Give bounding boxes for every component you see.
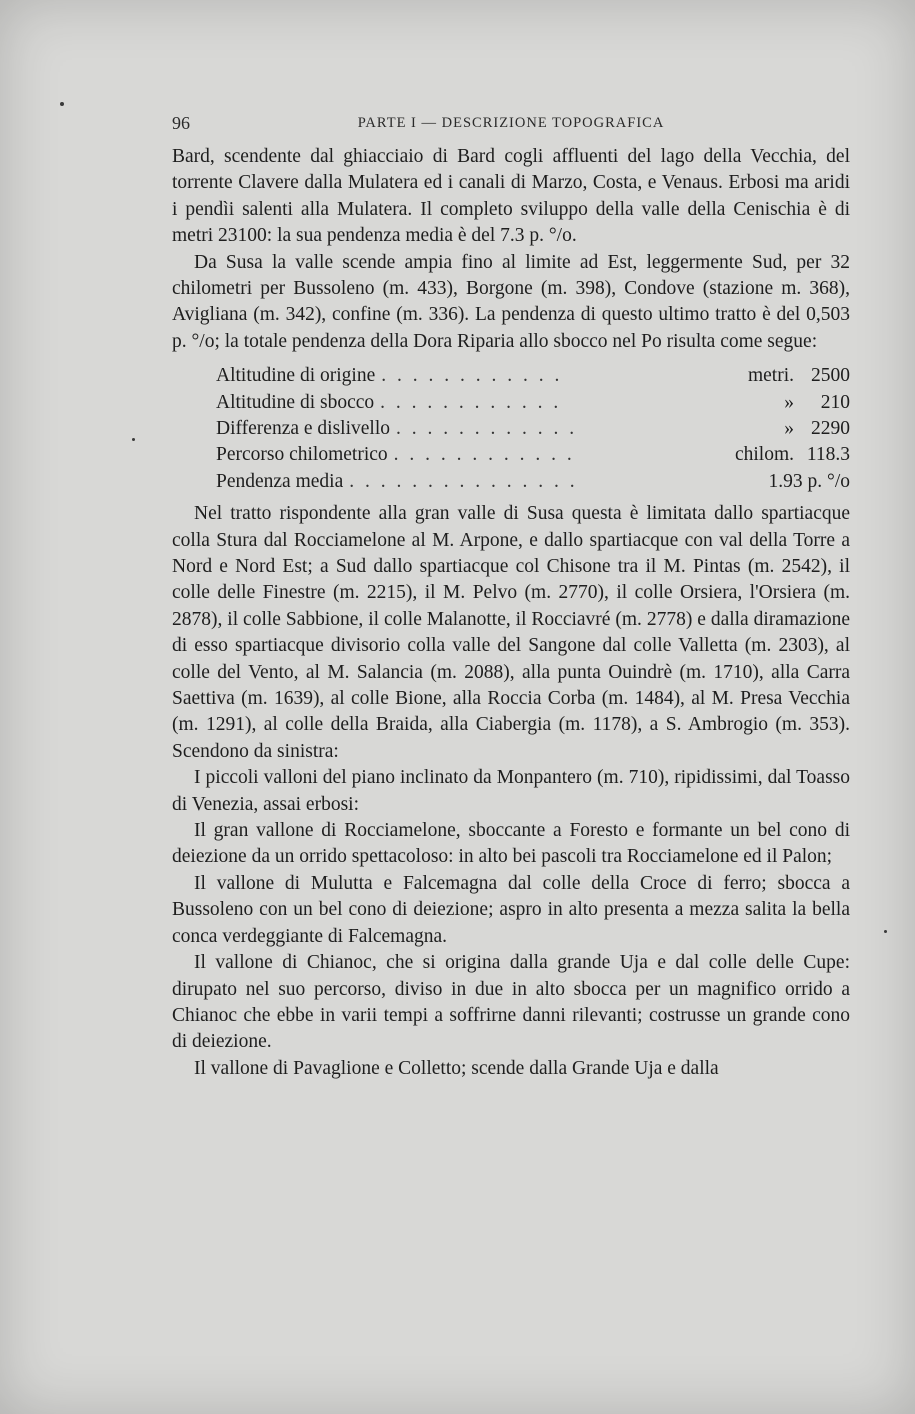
row-value: 1.93 p. °/o xyxy=(768,470,850,492)
leader-dots: . . . . . . . . . . . . xyxy=(396,418,578,440)
data-table xyxy=(216,363,850,495)
paragraph: Il vallone di Chianoc, che si origina dalla grande Uja e dal colle delle Cupe: dirupato nel suo percorso, diviso in due in alto sbocca per un magnifico orrido a Chianoc che ebbe in varii tempi a soffrirne danni rilevanti; costrusse un grande cono di deiezione. xyxy=(172,952,850,1053)
leader-dots: . . . . . . . . . . . . xyxy=(380,391,562,413)
scan-speck xyxy=(884,930,887,933)
running-title: PARTE I — DESCRIZIONE TOPOGRAFICA xyxy=(357,115,665,131)
paragraph: Nel tratto rispondente alla gran valle di Susa questa è limitata dallo spartiacque colla Stura dal Rocciamelone al M. Arpone, e dallo spartiacque con val della Torre a Nord e Nord Est; a Sud dallo spartiacque col Chisone tra il M. Pintas (m. 2542), il colle delle Finestre (m. 2215), il M. Pelvo (m. 2770), il colle Orsiera, l'Orsiera (m. 2878), il colle Sabbione, il colle Malanotte, il Rocciavré (m. 2778) e dalla diramazione di esso spartiacque divisorio colla valle del Sangone dal colle Valletta (m. 2303), al colle del Vento, al M. Salancia (m. 2088), alla punta Ouindrè (m. 1710), alla Carra Saettiva (m. 1639), al colle Bione, alla Roccia Corba (m. 1484), al M. Presa Vecchia (m. 1291), al colle della Braida, alla Ciabergia (m. 1178), a S. Ambrogio (m. 353). Scendono da sinistra: xyxy=(172,503,850,762)
table-row xyxy=(216,363,850,389)
leader-dots: . . . . . . . . . . . . xyxy=(381,365,563,387)
table-row xyxy=(216,390,850,416)
row-unit: » xyxy=(784,391,794,413)
row-label: Differenza e dislivello xyxy=(216,418,390,440)
scan-speck xyxy=(132,438,135,441)
leader-dots: . . . . . . . . . . . . . . . xyxy=(349,470,578,492)
row-unit: chilom. xyxy=(734,444,794,466)
row-value: 118.3 xyxy=(806,444,850,466)
leader-dots: . . . . . . . . . . . . xyxy=(393,444,575,466)
paragraph: Il vallone di Pavaglione e Colletto; scende dalla Grande Uja e dalla xyxy=(194,1057,719,1079)
table-row xyxy=(216,416,850,442)
scan-speck xyxy=(60,102,64,106)
table-row xyxy=(216,469,850,495)
row-label: Altitudine di sbocco xyxy=(216,391,375,413)
row-label: Pendenza media xyxy=(216,470,344,492)
paragraph: Il vallone di Mulutta e Falcemagna dal colle della Croce di ferro; sbocca a Bussoleno con un bel cono di deiezione; aspro in alto presenta a mezza salita la bella conca verdeggiante di Falcemagna. xyxy=(172,872,850,947)
row-label: Altitudine di origine xyxy=(216,365,376,387)
page-header xyxy=(172,113,850,139)
row-unit: » xyxy=(784,418,794,440)
paragraph: I piccoli valloni del piano inclinato da Monpantero (m. 710), ripidissimi, dal Toasso di Venezia, assai erbosi: xyxy=(172,767,850,815)
body-text xyxy=(172,144,850,1082)
row-label: Percorso chilometrico xyxy=(216,444,388,466)
page-number: 96 xyxy=(172,113,190,133)
paragraph: Bard, scendente dal ghiacciaio di Bard cogli affluenti del lago della Vecchia, del torrente Clavere dalla Mulatera ed i canali di Marzo, Costa, e Venaus. Erbosi ma aridi i pendìi salenti alla Mulatera. Il completo sviluppo della valle della Cenischia è di metri 23100: la sua pendenza media è del 7.3 p. °/o. xyxy=(172,146,850,247)
row-value: 2290 xyxy=(811,418,850,440)
row-unit: metri. xyxy=(747,365,794,387)
paragraph: Da Susa la valle scende ampia fino al limite ad Est, leggermente Sud, per 32 chilometri per Bussoleno (m. 433), Borgone (m. 398), Condove (stazione m. 368), Avigliana (m. 342), confine (m. 336). La pendenza di questo ultimo tratto è del 0,503 p. °/o; la totale pendenza della Dora Riparia allo sbocco nel Po risulta come segue: xyxy=(172,251,850,352)
paragraph: Il gran vallone di Rocciamelone, sboccante a Foresto e formante un bel cono di deiezione da un orrido spettacoloso: in alto bei pascoli tra Rocciamelone ed il Palon; xyxy=(172,820,850,868)
table-row xyxy=(216,442,850,468)
row-value: 2500 xyxy=(811,365,850,387)
row-value: 210 xyxy=(820,391,850,413)
